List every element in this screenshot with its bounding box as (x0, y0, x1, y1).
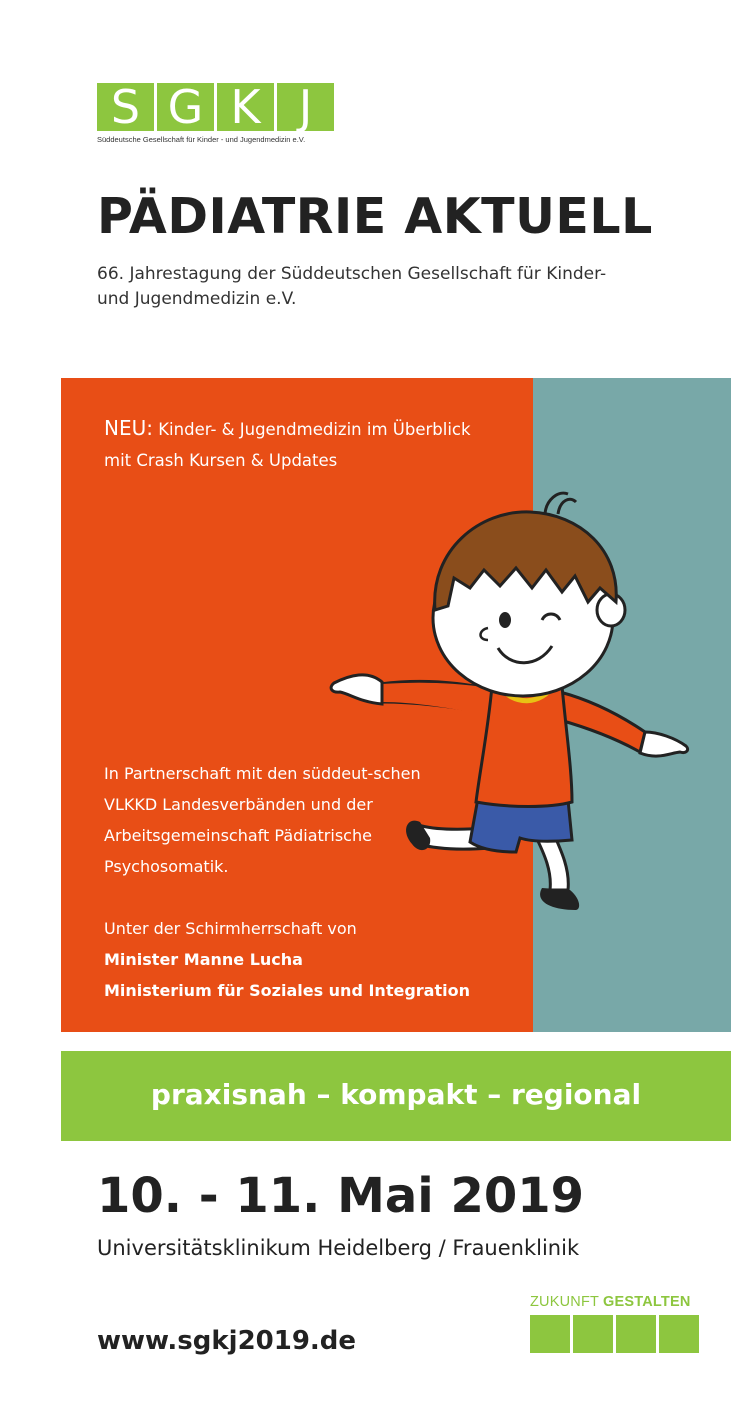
logo-subtitle: Süddeutsche Gesellschaft für Kinder - und Jugendmedizin e.V. (97, 135, 306, 144)
gestalten-word: GESTALTEN (603, 1294, 691, 1310)
tagline: praxisnah – kompakt – regional (150, 1078, 642, 1111)
zukunft-gestalten-logo (530, 1294, 700, 1353)
event-date: 10. - 11. Mai 2019 (97, 1168, 585, 1224)
website-link[interactable]: www.sgkj2019.de (97, 1326, 357, 1356)
zukunft-word: ZUKUNFT (530, 1294, 599, 1310)
green-square (573, 1315, 613, 1353)
neu-text: Kinder- & Jugendmedizin im Überblick mit Crash Kursen & Updates (104, 420, 471, 470)
patron-name: Minister Manne Lucha (104, 950, 303, 969)
neu-announcement (104, 413, 484, 476)
green-square (616, 1315, 656, 1353)
partnership-text: In Partnerschaft mit den süddeut-schen VLKKD Landesverbänden und der Arbeitsgemeinschaft Pädiatrische Psychosomatik. (104, 764, 421, 876)
logo-letters (97, 80, 337, 134)
green-square (659, 1315, 699, 1353)
patronage-intro: Unter der Schirmherrschaft von (104, 919, 357, 938)
event-venue: Universitätsklinikum Heidelberg / Frauenklinik (97, 1236, 580, 1260)
logo-letter-s: S (97, 83, 154, 131)
green-square (530, 1315, 570, 1353)
neu-label: NEU: (104, 416, 153, 440)
page-subtitle: 66. Jahrestagung der Süddeutschen Gesellschaft für Kinder- und Jugendmedizin e.V. (97, 264, 607, 309)
page-title: PÄDIATRIE AKTUELL (97, 188, 653, 245)
logo-letter-g: G (157, 83, 214, 131)
patronage-block (104, 913, 524, 1006)
logo-letter-k: K (217, 83, 274, 131)
zukunft-gestalten-label (530, 1294, 700, 1310)
sgkj-logo (97, 80, 337, 144)
patron-ministry: Ministerium für Soziales und Integration (104, 981, 470, 1000)
zukunft-squares (530, 1315, 700, 1353)
logo-letter-j: J (277, 83, 334, 131)
